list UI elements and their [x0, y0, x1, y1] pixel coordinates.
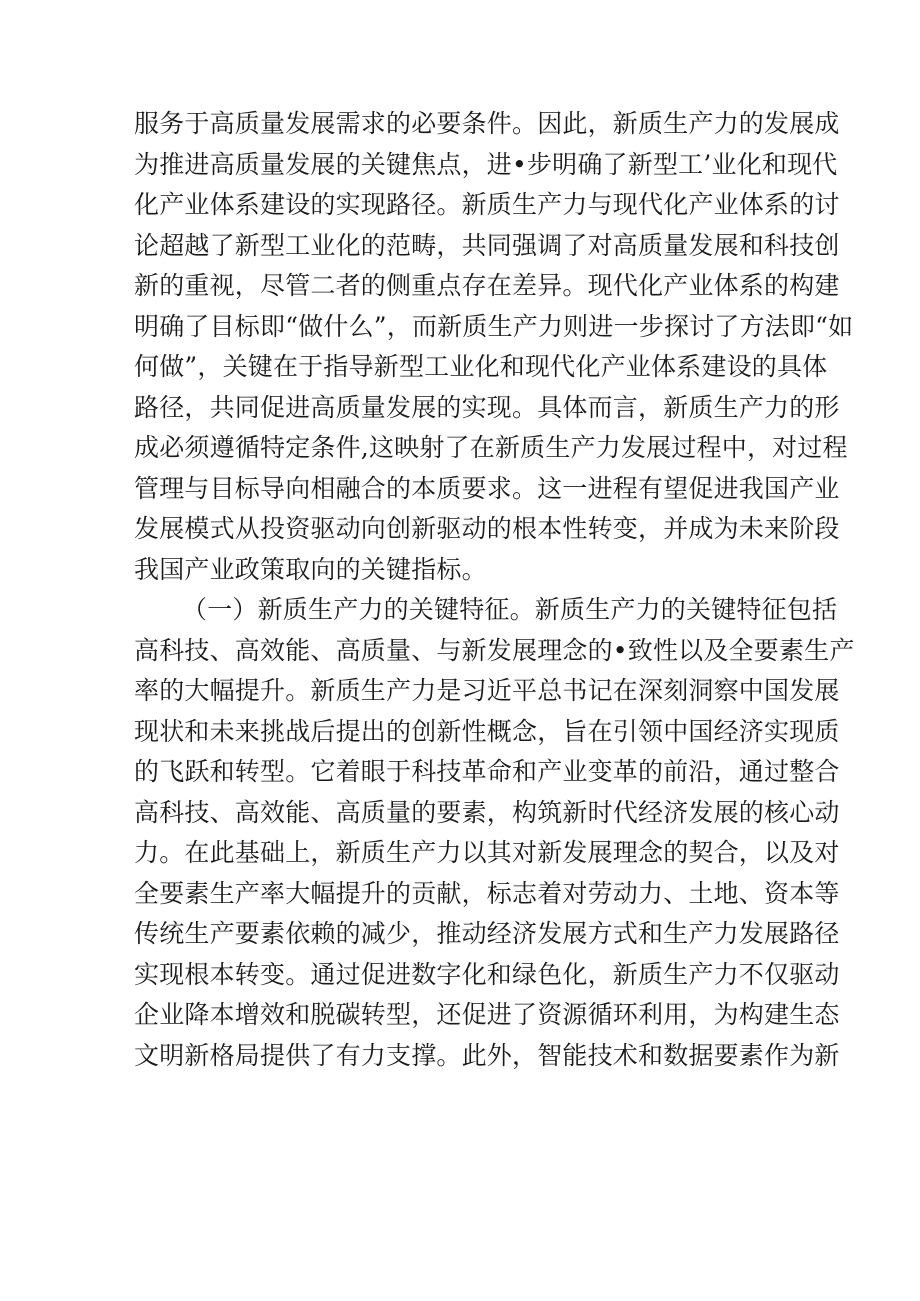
text-line: 明确了目标即“做什么”，而新质生产力则进一步探讨了方法即“如	[134, 311, 854, 341]
text-line: 高科技、高效能、高质量的要素，构筑新时代经济发展的核心动	[134, 797, 840, 827]
text-line: 论超越了新型工业化的范畴，共同强调了对高质量发展和科技创	[134, 230, 840, 260]
body-text	[134, 104, 855, 1076]
text-line: 发展模式从投资驱动向创新驱动的根本性转变，并成为未来阶段	[134, 514, 840, 543]
text-line: 化产业体系建设的实现路径。新质生产力与现代化产业体系的讨	[134, 190, 840, 219]
text-line: 服务于高质量发展需求的必要条件。因此，新质生产力的发展成	[134, 109, 840, 138]
text-line: 率的大幅提升。新质生产力是习近平总书记在深刻洞察中国发展	[134, 676, 840, 705]
text-line: 新的重视，尽管二者的侧重点存在差异。现代化产业体系的构建	[134, 271, 840, 300]
text-line: 高科技、高效能、高质量、与新发展理念的•致性以及全要素生产	[134, 635, 855, 665]
text-line: 的飞跃和转型。它着眼于科技革命和产业变革的前沿，通过整合	[134, 757, 840, 786]
text-line: 现状和未来挑战后提出的创新性概念，旨在引领中国经济实现质	[134, 716, 840, 746]
section-heading-line: （一）新质生产力的关键特征。新质生产力的关键特征包括	[182, 595, 838, 624]
text-line: 企业降本增效和脱碳转型，还促进了资源循环利用，为构建生态	[134, 1000, 840, 1029]
text-line: 路径，共同促进高质量发展的实现。具体而言，新质生产力的形	[134, 392, 840, 422]
text-line: 成必须遵循特定条件,这映射了在新质生产力发展过程中，对过程	[134, 433, 848, 462]
text-line: 我国产业政策取向的关键指标。	[134, 554, 487, 584]
text-line: 为推进高质量发展的关键焦点，进•步明确了新型工’业化和现代	[134, 149, 838, 179]
text-line: 管理与目标导向相融合的本质要求。这一进程有望促进我国产业	[134, 473, 840, 503]
text-line: 传统生产要素依赖的减少，推动经济发展方式和生产力发展路径	[134, 919, 840, 948]
text-line: 文明新格局提供了有力支撑。此外，智能技术和数据要素作为新	[134, 1040, 840, 1070]
text-line: 何做”，关键在于指导新型工业化和现代化产业体系建设的具体	[134, 352, 828, 381]
text-line: 全要素生产率大幅提升的贡献，标志着对劳动力、土地、资本等	[134, 878, 840, 908]
text-line: 实现根本转变。通过促进数字化和绿色化，新质生产力不仅驱动	[134, 959, 840, 989]
text-line: 力。在此基础上，新质生产力以其对新发展理念的契合，以及对	[134, 838, 840, 867]
